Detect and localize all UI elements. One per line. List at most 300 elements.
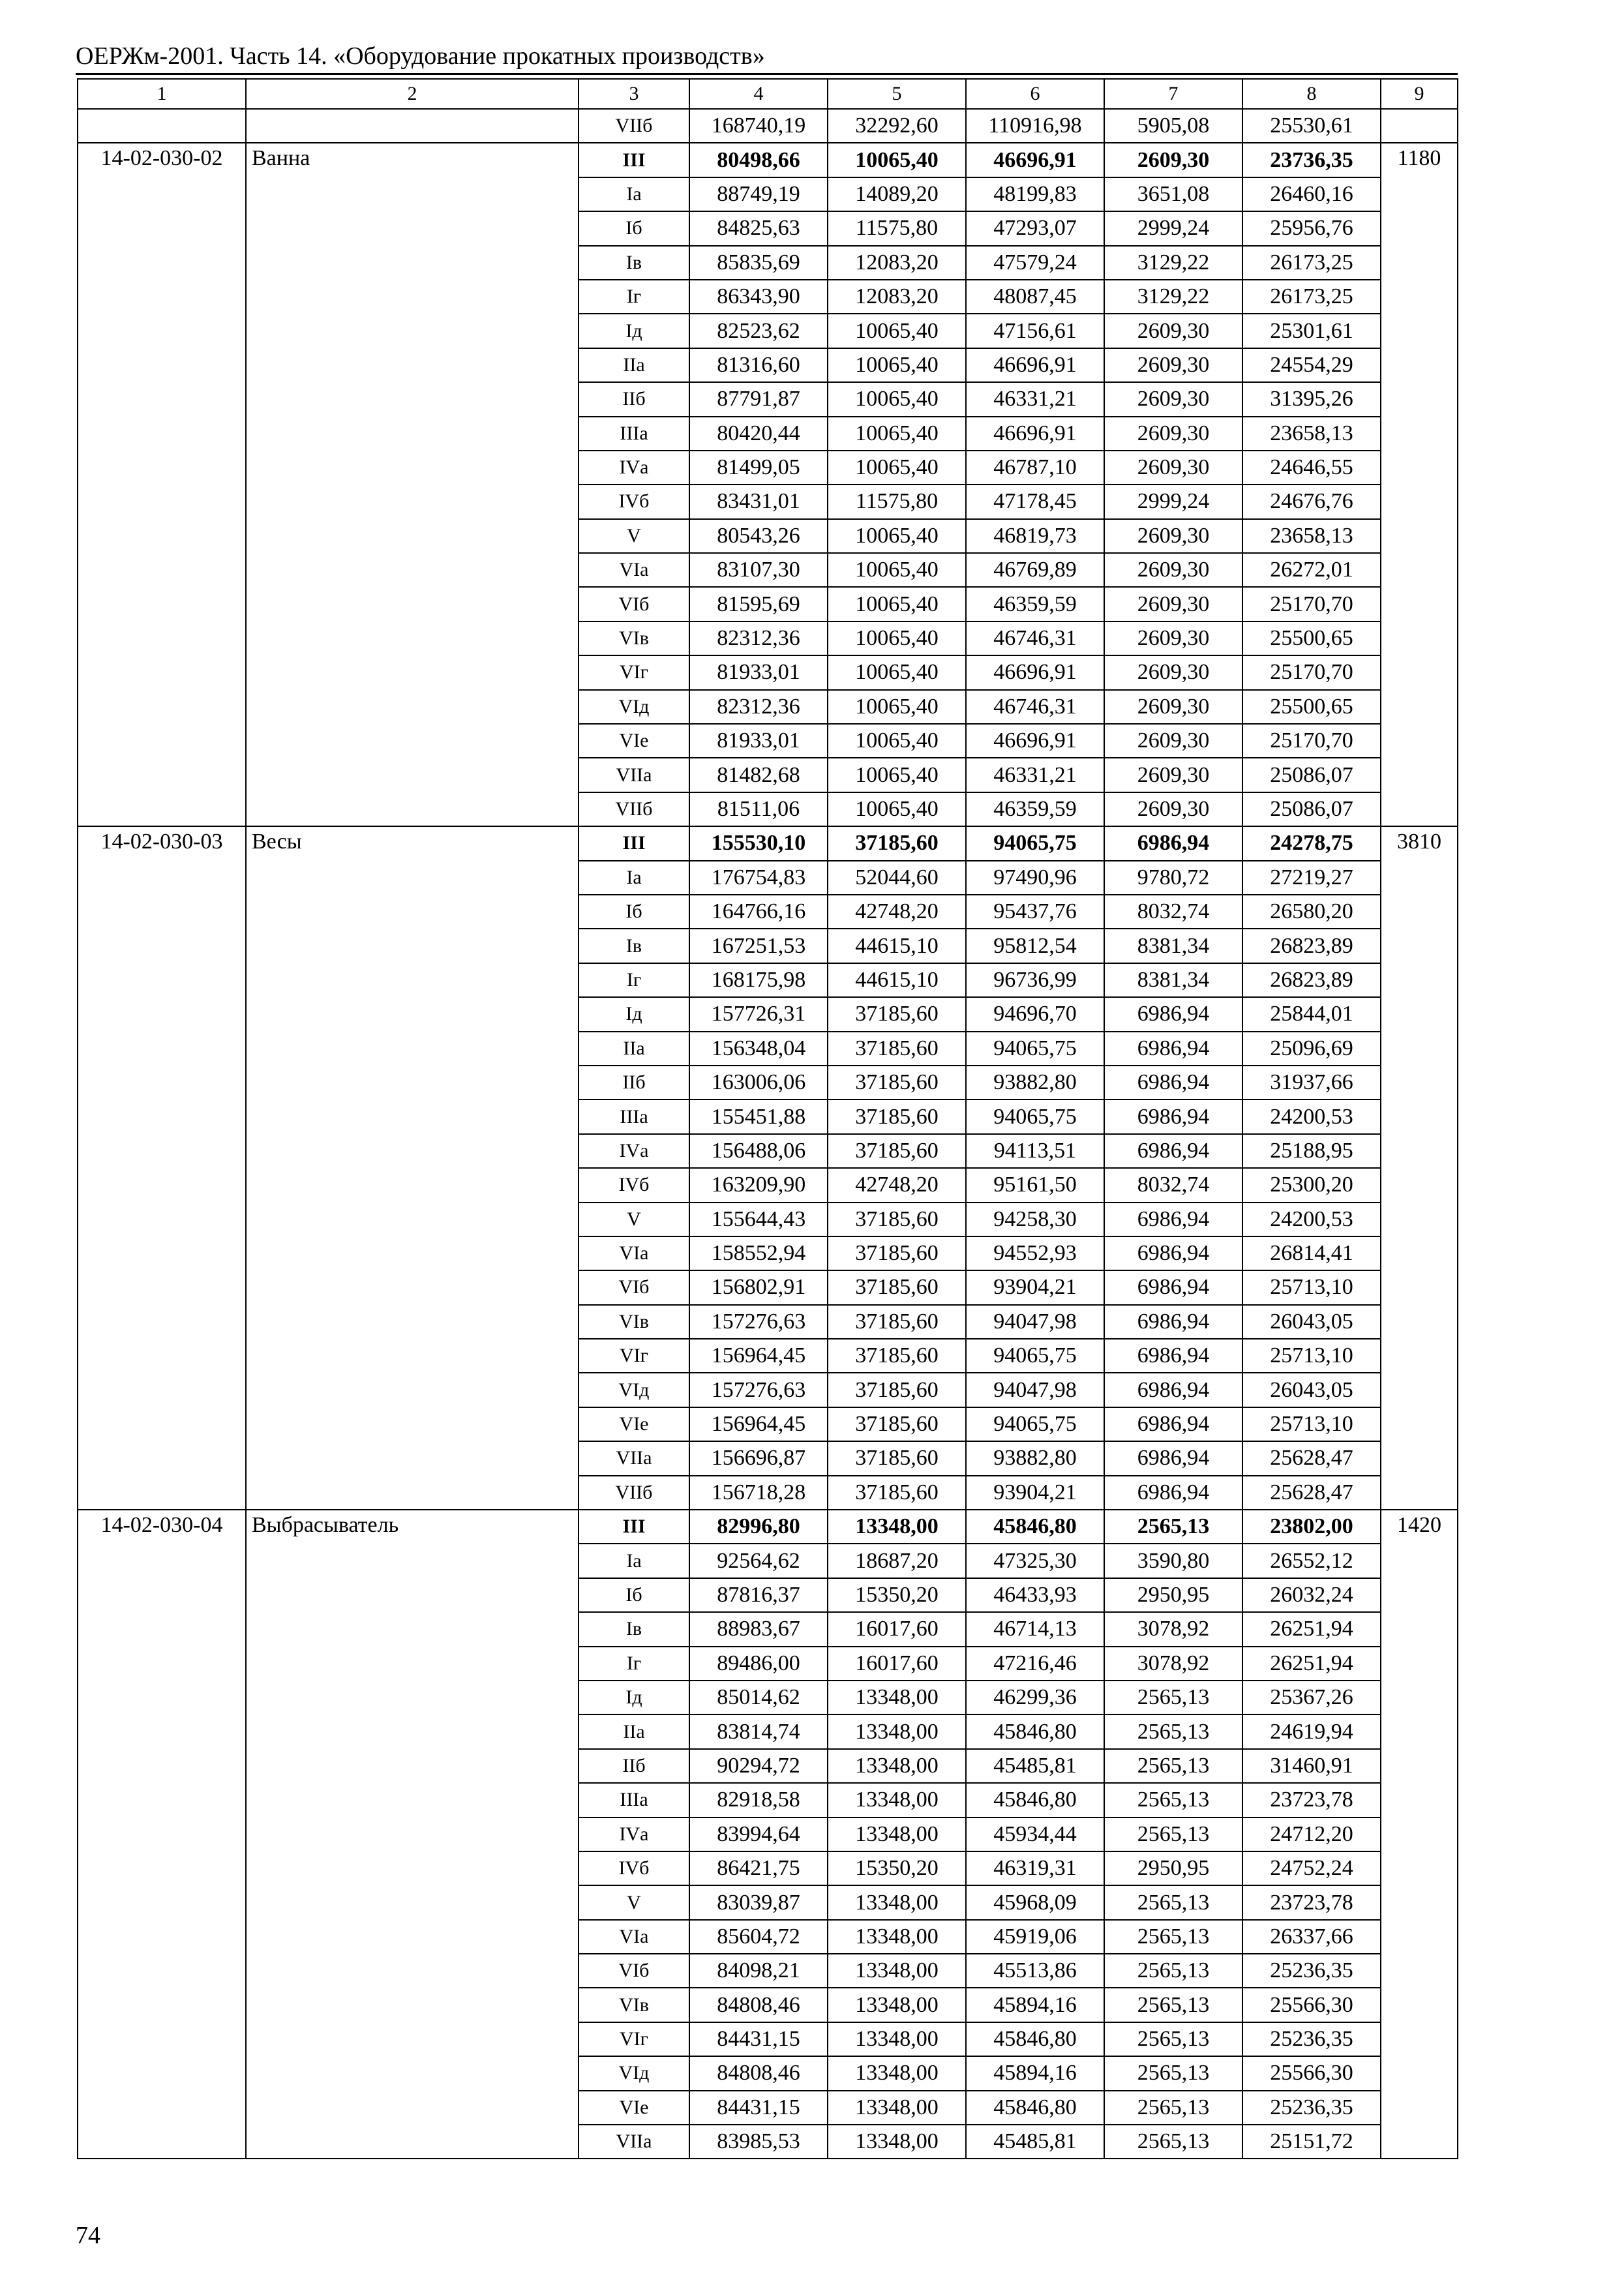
value-cell: 6986,94	[1104, 1270, 1242, 1304]
zone-cell: VIе	[579, 2091, 689, 2125]
value-cell: 46696,91	[966, 417, 1104, 451]
value-cell: 26251,94	[1242, 1612, 1381, 1646]
value-cell: 37185,60	[828, 1476, 966, 1510]
value-cell: 88983,67	[689, 1612, 828, 1646]
zone-cell: VIIа	[579, 1441, 689, 1475]
zone-cell: Iа	[579, 861, 689, 895]
value-cell: 8381,34	[1104, 929, 1242, 963]
value-cell: 26032,24	[1242, 1578, 1381, 1612]
value-cell: 157726,31	[689, 997, 828, 1031]
value-cell: 3590,80	[1104, 1544, 1242, 1578]
value-cell: 37185,60	[828, 1032, 966, 1066]
value-cell: 157276,63	[689, 1305, 828, 1339]
value-cell: 25500,65	[1242, 621, 1381, 655]
zone-cell: IIа	[579, 1032, 689, 1066]
value-cell: 2609,30	[1104, 382, 1242, 416]
value-cell: 46714,13	[966, 1612, 1104, 1646]
value-cell: 85835,69	[689, 246, 828, 280]
value-cell: 37185,60	[828, 1236, 966, 1270]
value-cell: 110916,98	[966, 109, 1104, 143]
value-cell: 8032,74	[1104, 1168, 1242, 1202]
value-cell: 86343,90	[689, 280, 828, 314]
zone-cell: Iд	[579, 314, 689, 348]
value-cell: 42748,20	[828, 1168, 966, 1202]
table-row	[78, 1510, 1458, 1544]
value-cell: 8032,74	[1104, 895, 1242, 929]
value-cell: 13348,00	[828, 1885, 966, 1919]
value-cell: 45894,16	[966, 1988, 1104, 2022]
value-cell: 14089,20	[828, 177, 966, 211]
value-cell: 32292,60	[828, 109, 966, 143]
value-cell: 24554,29	[1242, 348, 1381, 382]
value-cell: 45846,80	[966, 1783, 1104, 1817]
value-cell: 85014,62	[689, 1681, 828, 1714]
value-cell: 25301,61	[1242, 314, 1381, 348]
value-cell: 2565,13	[1104, 2056, 1242, 2090]
value-cell: 13348,00	[828, 2056, 966, 2090]
value-cell: 95437,76	[966, 895, 1104, 929]
value-cell: 25566,30	[1242, 2056, 1381, 2090]
zone-cell: VIб	[579, 1954, 689, 1988]
value-cell: 2609,30	[1104, 587, 1242, 621]
zone-cell: IIа	[579, 1714, 689, 1748]
value-cell: 46359,59	[966, 792, 1104, 826]
value-cell: 2565,13	[1104, 2091, 1242, 2125]
value-cell: 93904,21	[966, 1270, 1104, 1304]
zone-cell: Iг	[579, 963, 689, 997]
zone-cell: IVб	[579, 1851, 689, 1885]
value-cell: 26552,12	[1242, 1544, 1381, 1578]
value-cell: 84808,46	[689, 1988, 828, 2022]
value-cell: 25300,20	[1242, 1168, 1381, 1202]
value-cell: 47178,45	[966, 485, 1104, 518]
table-row	[78, 109, 1458, 143]
name-cell: Ванна	[246, 143, 579, 826]
zone-cell: VIг	[579, 2022, 689, 2056]
value-cell: 11575,80	[828, 211, 966, 245]
value-cell: 94047,98	[966, 1305, 1104, 1339]
zone-cell: IIIа	[579, 417, 689, 451]
value-cell: 80420,44	[689, 417, 828, 451]
value-cell: 156964,45	[689, 1407, 828, 1441]
code-cell: 14-02-030-03	[78, 826, 246, 1510]
zone-cell: VIе	[579, 1407, 689, 1441]
value-cell: 13348,00	[828, 1818, 966, 1851]
value-cell: 2565,13	[1104, 1818, 1242, 1851]
value-cell: 13348,00	[828, 1714, 966, 1748]
value-cell: 168740,19	[689, 109, 828, 143]
value-cell: 44615,10	[828, 963, 966, 997]
value-cell: 6986,94	[1104, 1134, 1242, 1168]
value-cell: 23736,35	[1242, 143, 1381, 177]
value-cell: 6986,94	[1104, 1100, 1242, 1133]
zone-cell: VIг	[579, 1339, 689, 1373]
value-cell: 25170,70	[1242, 587, 1381, 621]
name-cell: Выбрасыватель	[246, 1510, 579, 2159]
value-cell: 45846,80	[966, 1714, 1104, 1748]
zone-cell: VIа	[579, 1920, 689, 1954]
value-cell: 37185,60	[828, 1373, 966, 1407]
value-cell: 47293,07	[966, 211, 1104, 245]
value-cell: 83994,64	[689, 1818, 828, 1851]
value-cell: 84431,15	[689, 2022, 828, 2056]
value-cell: 6986,94	[1104, 1476, 1242, 1510]
value-cell: 37185,60	[828, 1270, 966, 1304]
value-cell: 45485,81	[966, 1749, 1104, 1783]
zone-cell: IVа	[579, 451, 689, 485]
value-cell: 15350,20	[828, 1578, 966, 1612]
zone-cell: VIIб	[579, 792, 689, 826]
value-cell: 37185,60	[828, 1203, 966, 1236]
value-cell: 46299,36	[966, 1681, 1104, 1714]
value-cell: 2609,30	[1104, 621, 1242, 655]
zone-cell: VIIа	[579, 2125, 689, 2159]
value-cell: 80543,26	[689, 519, 828, 553]
value-cell: 2609,30	[1104, 690, 1242, 724]
zone-cell: VIд	[579, 2056, 689, 2090]
value-cell: 83985,53	[689, 2125, 828, 2159]
value-cell: 13348,00	[828, 1749, 966, 1783]
value-cell: 84431,15	[689, 2091, 828, 2125]
value-cell: 2565,13	[1104, 1954, 1242, 1988]
value-cell: 11575,80	[828, 485, 966, 518]
value-cell: 47156,61	[966, 314, 1104, 348]
value-cell: 24278,75	[1242, 826, 1381, 860]
value-cell: 94065,75	[966, 826, 1104, 860]
value-cell: 10065,40	[828, 417, 966, 451]
value-cell: 24619,94	[1242, 1714, 1381, 1748]
column-header-2: 2	[246, 79, 579, 109]
value-cell: 3078,92	[1104, 1612, 1242, 1646]
value-cell: 26580,20	[1242, 895, 1381, 929]
value-cell: 13348,00	[828, 2091, 966, 2125]
value-cell: 156488,06	[689, 1134, 828, 1168]
value-cell: 82523,62	[689, 314, 828, 348]
value-cell: 23802,00	[1242, 1510, 1381, 1544]
name-cell	[246, 109, 579, 143]
value-cell: 81595,69	[689, 587, 828, 621]
zone-cell: IIб	[579, 382, 689, 416]
value-cell: 10065,40	[828, 792, 966, 826]
value-cell: 2609,30	[1104, 143, 1242, 177]
value-cell: 6986,94	[1104, 1407, 1242, 1441]
value-cell: 2565,13	[1104, 1783, 1242, 1817]
zone-cell: Iг	[579, 280, 689, 314]
code-cell	[78, 109, 246, 143]
value-cell: 155451,88	[689, 1100, 828, 1133]
value-cell: 94696,70	[966, 997, 1104, 1031]
value-cell: 46746,31	[966, 621, 1104, 655]
value-cell: 2950,95	[1104, 1578, 1242, 1612]
zone-cell: VIа	[579, 553, 689, 587]
value-cell: 25170,70	[1242, 724, 1381, 758]
value-cell: 2950,95	[1104, 1851, 1242, 1885]
value-cell: 2609,30	[1104, 417, 1242, 451]
value-cell: 45846,80	[966, 2022, 1104, 2056]
value-cell: 10065,40	[828, 314, 966, 348]
value-cell: 48199,83	[966, 177, 1104, 211]
value-cell: 2565,13	[1104, 2125, 1242, 2159]
value-cell: 46359,59	[966, 587, 1104, 621]
zone-cell: IVб	[579, 485, 689, 518]
value-cell: 6986,94	[1104, 997, 1242, 1031]
zone-cell: Iв	[579, 1612, 689, 1646]
column-header-row	[78, 79, 1458, 109]
zone-cell: IVб	[579, 1168, 689, 1202]
value-cell: 81499,05	[689, 451, 828, 485]
value-cell: 24712,20	[1242, 1818, 1381, 1851]
value-cell: 26337,66	[1242, 1920, 1381, 1954]
value-cell: 47216,46	[966, 1647, 1104, 1681]
value-cell: 26823,89	[1242, 963, 1381, 997]
value-cell: 155530,10	[689, 826, 828, 860]
value-cell: 13348,00	[828, 1954, 966, 1988]
value-cell: 10065,40	[828, 587, 966, 621]
value-cell: 5905,08	[1104, 109, 1242, 143]
value-cell: 85604,72	[689, 1920, 828, 1954]
zone-cell: Iд	[579, 1681, 689, 1714]
value-cell: 24200,53	[1242, 1203, 1381, 1236]
value-cell: 13348,00	[828, 1681, 966, 1714]
zone-cell: IVа	[579, 1818, 689, 1851]
column-header-6: 6	[966, 79, 1104, 109]
column-header-7: 7	[1104, 79, 1242, 109]
value-cell: 25096,69	[1242, 1032, 1381, 1066]
value-cell: 95161,50	[966, 1168, 1104, 1202]
value-cell: 94065,75	[966, 1032, 1104, 1066]
value-cell: 37185,60	[828, 1100, 966, 1133]
value-cell: 2609,30	[1104, 553, 1242, 587]
column-header-8: 8	[1242, 79, 1381, 109]
value-cell: 23658,13	[1242, 417, 1381, 451]
value-cell: 25188,95	[1242, 1134, 1381, 1168]
value-cell: 3078,92	[1104, 1647, 1242, 1681]
zone-cell: Iд	[579, 997, 689, 1031]
value-cell: 86421,75	[689, 1851, 828, 1885]
code-cell: 14-02-030-02	[78, 143, 246, 826]
value-cell: 164766,16	[689, 895, 828, 929]
value-cell: 37185,60	[828, 1134, 966, 1168]
value-cell: 2609,30	[1104, 655, 1242, 689]
value-cell: 156718,28	[689, 1476, 828, 1510]
value-cell: 94113,51	[966, 1134, 1104, 1168]
zone-cell: VIе	[579, 724, 689, 758]
zone-cell: V	[579, 519, 689, 553]
value-cell: 93882,80	[966, 1441, 1104, 1475]
value-cell: 2565,13	[1104, 1714, 1242, 1748]
zone-cell: V	[579, 1203, 689, 1236]
value-cell: 10065,40	[828, 724, 966, 758]
zone-cell: III	[579, 826, 689, 860]
page-number: 74	[76, 2222, 100, 2249]
table-row	[78, 826, 1458, 860]
value-cell: 25500,65	[1242, 690, 1381, 724]
value-cell: 46319,31	[966, 1851, 1104, 1885]
value-cell: 45485,81	[966, 2125, 1104, 2159]
value-cell: 2609,30	[1104, 451, 1242, 485]
value-cell: 6986,94	[1104, 1339, 1242, 1373]
value-cell: 95812,54	[966, 929, 1104, 963]
value-cell: 94047,98	[966, 1373, 1104, 1407]
value-cell: 25713,10	[1242, 1407, 1381, 1441]
value-cell: 13348,00	[828, 1988, 966, 2022]
page-header-title: ОЕРЖм-2001. Часть 14. «Оборудование прокатных производств»	[76, 42, 765, 70]
value-cell: 6986,94	[1104, 1373, 1242, 1407]
zone-cell: VIа	[579, 1236, 689, 1270]
value-cell: 46433,93	[966, 1578, 1104, 1612]
zone-cell: Iб	[579, 895, 689, 929]
value-cell: 25956,76	[1242, 211, 1381, 245]
table-body	[78, 79, 1458, 2159]
value-cell: 10065,40	[828, 382, 966, 416]
value-cell: 83039,87	[689, 1885, 828, 1919]
zone-cell: Iа	[579, 177, 689, 211]
value-cell: 10065,40	[828, 758, 966, 792]
value-cell: 80498,66	[689, 143, 828, 177]
value-cell: 18687,20	[828, 1544, 966, 1578]
value-cell: 3129,22	[1104, 280, 1242, 314]
value-cell: 46769,89	[966, 553, 1104, 587]
value-cell: 96736,99	[966, 963, 1104, 997]
value-cell: 13348,00	[828, 1510, 966, 1544]
value-cell: 23658,13	[1242, 519, 1381, 553]
value-cell: 26043,05	[1242, 1305, 1381, 1339]
value-cell: 83107,30	[689, 553, 828, 587]
value-cell: 25086,07	[1242, 758, 1381, 792]
zone-cell: VIIб	[579, 1476, 689, 1510]
value-cell: 94258,30	[966, 1203, 1104, 1236]
value-cell: 26173,25	[1242, 280, 1381, 314]
value-cell: 2565,13	[1104, 1681, 1242, 1714]
value-cell: 93882,80	[966, 1066, 1104, 1100]
value-cell: 37185,60	[828, 1066, 966, 1100]
value-cell: 24200,53	[1242, 1100, 1381, 1133]
value-cell: 87816,37	[689, 1578, 828, 1612]
zone-cell: VIг	[579, 655, 689, 689]
value-cell: 82996,80	[689, 1510, 828, 1544]
value-cell: 45934,44	[966, 1818, 1104, 1851]
value-cell: 10065,40	[828, 348, 966, 382]
value-cell: 2565,13	[1104, 2022, 1242, 2056]
value-cell: 13348,00	[828, 2125, 966, 2159]
zone-cell: Iб	[579, 211, 689, 245]
value-cell: 2565,13	[1104, 1885, 1242, 1919]
value-cell: 52044,60	[828, 861, 966, 895]
value-cell: 3651,08	[1104, 177, 1242, 211]
value-cell: 2565,13	[1104, 1510, 1242, 1544]
value-cell: 37185,60	[828, 997, 966, 1031]
value-cell: 81933,01	[689, 655, 828, 689]
value-cell: 2609,30	[1104, 758, 1242, 792]
zone-cell: VIд	[579, 690, 689, 724]
value-cell: 2609,30	[1104, 519, 1242, 553]
name-cell: Весы	[246, 826, 579, 1510]
value-cell: 25236,35	[1242, 2091, 1381, 2125]
value-cell: 82312,36	[689, 621, 828, 655]
value-cell: 45513,86	[966, 1954, 1104, 1988]
value-cell: 156802,91	[689, 1270, 828, 1304]
value-cell: 6986,94	[1104, 1305, 1242, 1339]
value-cell: 26460,16	[1242, 177, 1381, 211]
value-cell: 10065,40	[828, 143, 966, 177]
value-cell: 45894,16	[966, 2056, 1104, 2090]
zone-cell: VIв	[579, 621, 689, 655]
value-cell: 156348,04	[689, 1032, 828, 1066]
value-cell: 97490,96	[966, 861, 1104, 895]
value-cell: 6986,94	[1104, 826, 1242, 860]
value-cell: 83814,74	[689, 1714, 828, 1748]
value-cell: 25713,10	[1242, 1339, 1381, 1373]
value-cell: 2565,13	[1104, 1749, 1242, 1783]
value-cell: 26814,41	[1242, 1236, 1381, 1270]
value-cell: 2609,30	[1104, 314, 1242, 348]
value-cell: 46696,91	[966, 724, 1104, 758]
value-cell: 42748,20	[828, 895, 966, 929]
zone-cell: Iв	[579, 246, 689, 280]
value-cell: 45846,80	[966, 2091, 1104, 2125]
column-header-4: 4	[689, 79, 828, 109]
value-cell: 25151,72	[1242, 2125, 1381, 2159]
col9-cell: 1420	[1381, 1510, 1458, 2159]
zone-cell: V	[579, 1885, 689, 1919]
zone-cell: VIб	[579, 587, 689, 621]
table-row	[78, 143, 1458, 177]
value-cell: 88749,19	[689, 177, 828, 211]
value-cell: 46331,21	[966, 382, 1104, 416]
value-cell: 25628,47	[1242, 1441, 1381, 1475]
value-cell: 6986,94	[1104, 1441, 1242, 1475]
value-cell: 23723,78	[1242, 1783, 1381, 1817]
value-cell: 82918,58	[689, 1783, 828, 1817]
value-cell: 2999,24	[1104, 485, 1242, 518]
header-rule	[76, 73, 1458, 75]
value-cell: 2609,30	[1104, 348, 1242, 382]
zone-cell: VIд	[579, 1373, 689, 1407]
value-cell: 26173,25	[1242, 246, 1381, 280]
value-cell: 2609,30	[1104, 724, 1242, 758]
value-cell: 82312,36	[689, 690, 828, 724]
value-cell: 81933,01	[689, 724, 828, 758]
value-cell: 3129,22	[1104, 246, 1242, 280]
value-cell: 31937,66	[1242, 1066, 1381, 1100]
value-cell: 163006,06	[689, 1066, 828, 1100]
value-cell: 8381,34	[1104, 963, 1242, 997]
value-cell: 26272,01	[1242, 553, 1381, 587]
value-cell: 10065,40	[828, 451, 966, 485]
value-cell: 24752,24	[1242, 1851, 1381, 1885]
value-cell: 25367,26	[1242, 1681, 1381, 1714]
code-cell: 14-02-030-04	[78, 1510, 246, 2159]
value-cell: 31395,26	[1242, 382, 1381, 416]
value-cell: 158552,94	[689, 1236, 828, 1270]
column-header-3: 3	[579, 79, 689, 109]
value-cell: 37185,60	[828, 1305, 966, 1339]
value-cell: 23723,78	[1242, 1885, 1381, 1919]
value-cell: 13348,00	[828, 1783, 966, 1817]
column-header-5: 5	[828, 79, 966, 109]
zone-cell: IIIа	[579, 1783, 689, 1817]
zone-cell: VIб	[579, 1270, 689, 1304]
value-cell: 176754,83	[689, 861, 828, 895]
col9-cell: 3810	[1381, 826, 1458, 1510]
value-cell: 26823,89	[1242, 929, 1381, 963]
value-cell: 25086,07	[1242, 792, 1381, 826]
value-cell: 156964,45	[689, 1339, 828, 1373]
value-cell: 2565,13	[1104, 1920, 1242, 1954]
value-cell: 25236,35	[1242, 2022, 1381, 2056]
zone-cell: Iв	[579, 929, 689, 963]
value-cell: 81482,68	[689, 758, 828, 792]
